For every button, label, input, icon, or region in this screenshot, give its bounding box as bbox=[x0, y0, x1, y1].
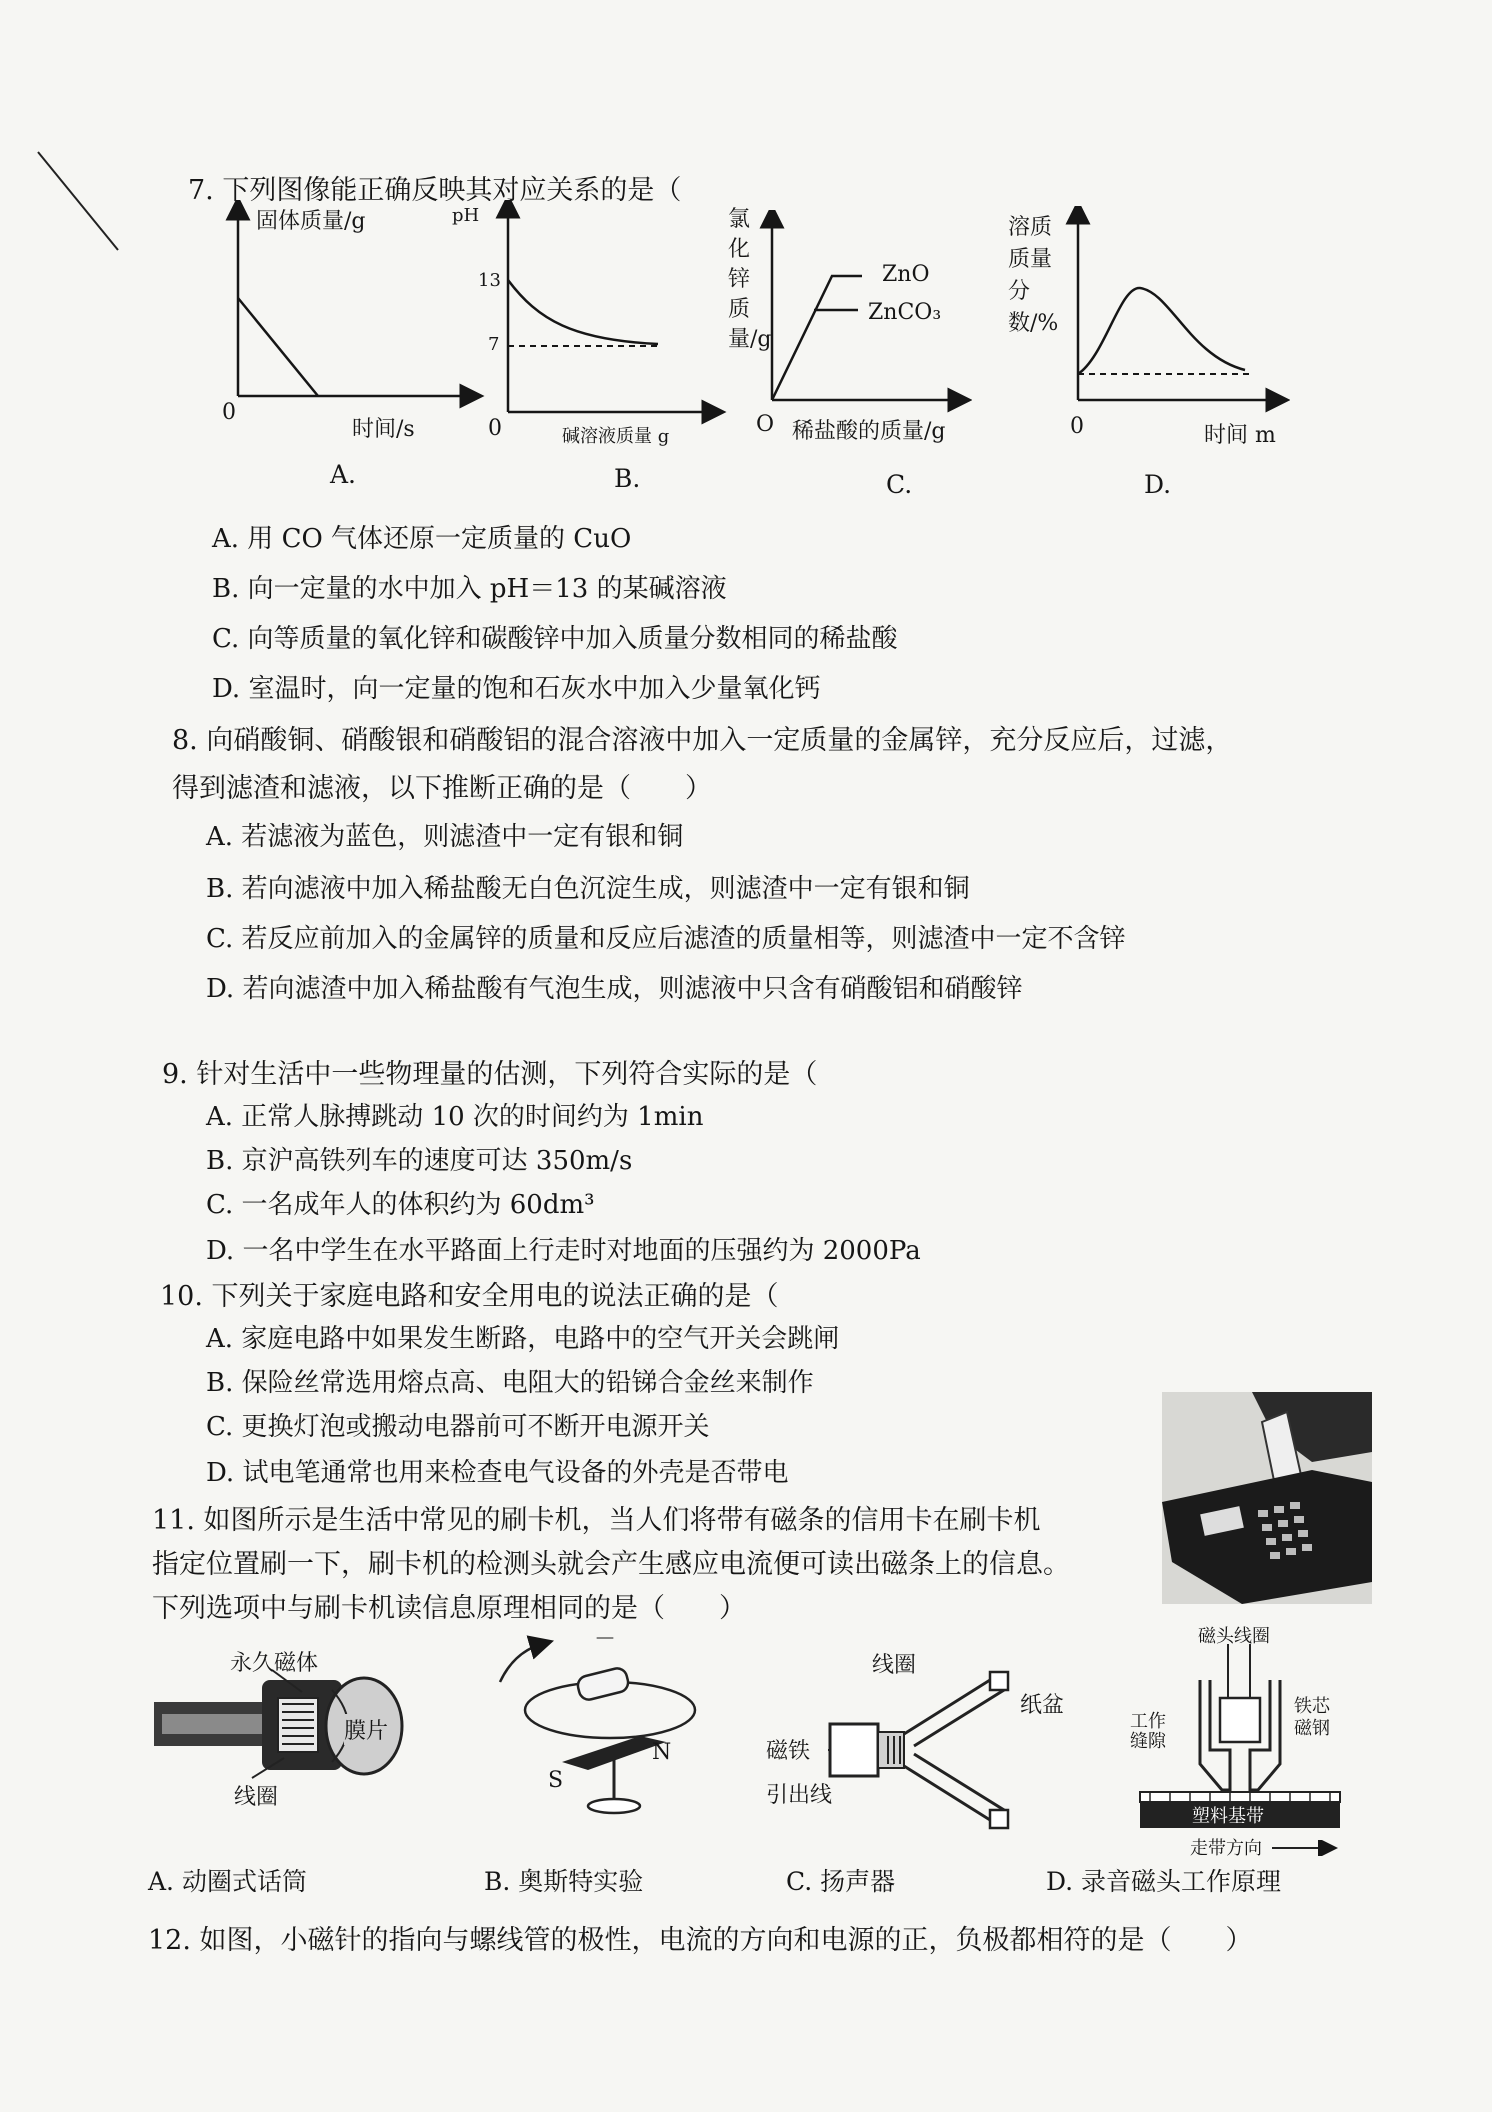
question-11-stem-line2: 指定位置刷一下，刷卡机的检测头就会产生感应电流便可读出磁条上的信息。 bbox=[152, 1549, 1070, 1580]
q10-option-a: A. 家庭电路中如果发生断路，电路中的空气开关会跳闸 bbox=[206, 1324, 840, 1354]
q8-option-b: B. 若向滤液中加入稀盐酸无白色沉淀生成，则滤渣中一定有银和铜 bbox=[206, 874, 970, 904]
graph-c-origin: O bbox=[756, 412, 775, 437]
graph-d-curve bbox=[1078, 288, 1245, 374]
graph-b-ylabel: pH bbox=[452, 205, 480, 226]
graph-a-origin: 0 bbox=[222, 400, 236, 425]
graph-c-letter: C. bbox=[886, 470, 913, 499]
q10-option-d: D. 试电笔通常也用来检查电气设备的外壳是否带电 bbox=[206, 1458, 789, 1488]
graph-d bbox=[1060, 206, 1290, 420]
graph-b-tick-7: 7 bbox=[488, 334, 500, 355]
figure-c-magnet-label: 磁铁 bbox=[766, 1739, 811, 1764]
figure-d-gap-label: 工作缝隙 bbox=[1130, 1711, 1166, 1752]
q7-option-d: D. 室温时，向一定量的饱和石灰水中加入少量氧化钙 bbox=[212, 674, 821, 704]
question-12-stem: 12. 如图，小磁针的指向与螺线管的极性，电流的方向和电源的正，负极都相符的是（ ） bbox=[148, 1925, 1253, 1956]
graph-d-ylabel: 溶质质量分数/% bbox=[1008, 215, 1059, 336]
question-10-stem: 10. 下列关于家庭电路和安全用电的说法正确的是（ bbox=[160, 1281, 779, 1312]
figure-b-caption: B. 奥斯特实验 bbox=[484, 1867, 644, 1896]
figure-c-speaker bbox=[828, 1650, 1028, 1850]
graph-d-xlabel: 时间 m bbox=[1204, 423, 1276, 448]
question-8-stem-line1: 8. 向硝酸铜、硝酸银和硝酸铝的混合溶液中加入一定质量的金属锌，充分反应后，过滤， bbox=[172, 725, 1233, 756]
figure-a-film-label: 膜片 bbox=[344, 1714, 388, 1745]
question-8-stem-line2: 得到滤渣和滤液，以下推断正确的是（ ） bbox=[172, 773, 712, 804]
q9-option-d: D. 一名中学生在水平路面上行走时对地面的压强约为 2000Pa bbox=[206, 1236, 921, 1266]
question-7-stem: 7. 下列图像能正确反映其对应关系的是（ bbox=[188, 175, 682, 206]
graph-a-letter: A. bbox=[330, 460, 357, 489]
q8-option-a: A. 若滤液为蓝色，则滤渣中一定有银和铜 bbox=[206, 822, 684, 852]
graph-a bbox=[210, 200, 490, 450]
q7-option-b: B. 向一定量的水中加入 pH＝13 的某碱溶液 bbox=[212, 574, 727, 604]
figure-b-north-label: N bbox=[652, 1740, 672, 1765]
q7-option-a: A. 用 CO 气体还原一定质量的 CuO bbox=[212, 524, 632, 554]
graph-c-series-znco3: ZnCO₃ bbox=[868, 300, 942, 325]
figure-b-oersted bbox=[490, 1624, 700, 1824]
graph-b-curve bbox=[508, 280, 658, 344]
graph-c-series-zno: ZnO bbox=[882, 262, 930, 287]
graph-b-letter: B. bbox=[614, 464, 641, 493]
figure-d-caption: D. 录音磁头工作原理 bbox=[1046, 1867, 1282, 1896]
figure-a-magnet-label: 永久磁体 bbox=[230, 1651, 319, 1676]
figure-b-south-label: S bbox=[548, 1768, 564, 1793]
figure-c-coil-label: 线圈 bbox=[872, 1653, 917, 1678]
question-11-stem-line1: 11. 如图所示是生活中常见的刷卡机，当人们将带有磁条的信用卡在刷卡机 bbox=[152, 1505, 1041, 1536]
graph-b-xlabel: 碱溶液质量 g bbox=[562, 426, 670, 447]
figure-d-core-label: 铁芯磁钢 bbox=[1294, 1696, 1330, 1739]
figure-b-minus: － bbox=[594, 1627, 617, 1652]
figure-d-direction-label: 走带方向 bbox=[1190, 1838, 1262, 1859]
graph-b-tick-13: 13 bbox=[478, 270, 501, 291]
q7-option-c: C. 向等质量的氧化锌和碳酸锌中加入质量分数相同的稀盐酸 bbox=[212, 624, 898, 654]
graph-c-xlabel: 稀盐酸的质量/g bbox=[792, 419, 946, 444]
graph-d-origin: 0 bbox=[1070, 414, 1084, 439]
graph-a-ylabel: 固体质量/g bbox=[256, 209, 366, 234]
figure-a-coil-label: 线圈 bbox=[234, 1785, 279, 1810]
graph-b-origin: 0 bbox=[488, 416, 502, 441]
graph-c-ylabel: 氯化锌质量/g bbox=[728, 207, 772, 352]
graph-a-line bbox=[238, 298, 318, 396]
figure-a-caption: A. 动圈式话筒 bbox=[148, 1867, 307, 1896]
q10-option-b: B. 保险丝常选用熔点高、电阻大的铅锑合金丝来制作 bbox=[206, 1368, 814, 1398]
graph-a-xlabel: 时间/s bbox=[352, 417, 415, 442]
q9-option-a: A. 正常人脉搏跳动 10 次的时间约为 1min bbox=[206, 1102, 704, 1132]
q10-option-c: C. 更换灯泡或搬动电器前可不断开电源开关 bbox=[206, 1412, 710, 1442]
card-reader-photo bbox=[1162, 1392, 1372, 1604]
question-9-stem: 9. 针对生活中一些物理量的估测，下列符合实际的是（ bbox=[162, 1059, 818, 1090]
stray-pen-mark bbox=[30, 140, 130, 260]
q9-option-c: C. 一名成年人的体积约为 60dm³ bbox=[206, 1190, 595, 1220]
graph-d-letter: D. bbox=[1144, 470, 1172, 499]
figure-d-coil-label: 磁头线圈 bbox=[1198, 1626, 1270, 1647]
q8-option-c: C. 若反应前加入的金属锌的质量和反应后滤渣的质量相等，则滤渣中一定不含锌 bbox=[206, 924, 1126, 954]
figure-c-cone-label: 纸盆 bbox=[1020, 1693, 1065, 1718]
q9-option-b: B. 京沪高铁列车的速度可达 350m/s bbox=[206, 1146, 633, 1176]
q8-option-d: D. 若向滤渣中加入稀盐酸有气泡生成，则滤液中只含有硝酸铝和硝酸锌 bbox=[206, 974, 1023, 1004]
graph-c-zno-line bbox=[772, 276, 862, 400]
question-11-stem-line3: 下列选项中与刷卡机读信息原理相同的是（ ） bbox=[152, 1593, 746, 1624]
figure-d-tape-label: 塑料基带 bbox=[1192, 1806, 1264, 1827]
graph-b bbox=[478, 200, 728, 450]
figure-c-lead-label: 引出线 bbox=[766, 1783, 833, 1808]
figure-c-caption: C. 扬声器 bbox=[786, 1867, 896, 1896]
figure-d-direction-arrow bbox=[1270, 1840, 1340, 1856]
